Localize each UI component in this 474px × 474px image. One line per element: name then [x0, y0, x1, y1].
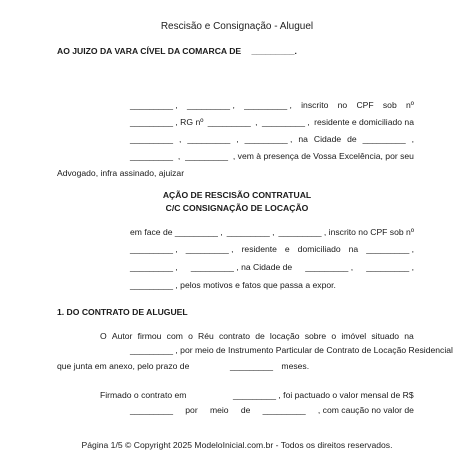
text-segment: _________ , na Cidade de: [190, 262, 293, 272]
text-segment: situado: [371, 331, 400, 341]
text-segment: contrato: [218, 331, 251, 341]
text-segment: ,: [236, 134, 239, 144]
text-segment: _________ ,: [244, 100, 292, 110]
text-segment: na: [404, 331, 414, 341]
text-segment: de: [255, 331, 265, 341]
text-segment: imóvel: [341, 331, 367, 341]
text-segment: , vem à presença de Vossa Excelência, por seu: [232, 151, 414, 161]
text-segment: CPF: [356, 100, 374, 110]
text-segment: _________ ,: [366, 262, 414, 272]
qualification-line-3: [130, 134, 414, 144]
duration-blank: [230, 361, 309, 371]
text-segment: _________ ,: [261, 117, 310, 127]
section-1-paragraph-2-line-1-start: Firmado o contrato em: [100, 390, 187, 400]
text-segment: que junta em anexo, pelo prazo de: [57, 361, 190, 371]
text-segment: de: [347, 134, 357, 144]
page-footer: Página 1/5 © Copyright 2025 ModeloInicial.com.br - Todos os direitos reservados.: [81, 440, 393, 450]
text-segment: de: [240, 405, 251, 415]
text-segment: _________ ,: [130, 244, 178, 254]
text-segment: _________: [362, 134, 406, 144]
section-1-title: 1. DO CONTRATO DE ALUGUEL: [57, 307, 188, 317]
text-segment: _________: [185, 151, 229, 161]
defendant-line-1: [130, 227, 414, 237]
text-segment: e: [284, 244, 290, 254]
section-1-paragraph-1-line-1: [100, 331, 414, 341]
text-segment: _________ ,: [187, 100, 235, 110]
text-segment: no: [337, 100, 348, 110]
section-1-paragraph-1-line-2: _________ , por meio de Instrumento Particular de Contrato de Locação Residencial: [130, 345, 453, 355]
text-segment: firmou: [137, 331, 162, 341]
text-segment: com: [166, 331, 183, 341]
text-segment: em face de _________ ,: [130, 227, 223, 237]
text-segment: _________ ,: [185, 244, 234, 254]
action-title-2: C/C CONSIGNAÇÃO DE LOCAÇÃO: [165, 203, 309, 213]
text-segment: _________ , inscrito no CPF sob nº: [278, 227, 414, 237]
qualification-line-1: [130, 100, 414, 110]
text-segment: _________ ,: [130, 100, 178, 110]
text-segment: meses.: [281, 361, 310, 371]
defendant-line-2: [130, 244, 414, 254]
qualification-line-2: [130, 117, 414, 127]
text-segment: _________ ,: [244, 134, 293, 144]
text-segment: _________ ,: [226, 227, 275, 237]
text-segment: Réu: [198, 331, 214, 341]
text-segment: _________: [207, 117, 251, 127]
text-segment: ,: [255, 117, 258, 127]
text-segment: o: [331, 331, 337, 341]
text-segment: ,: [178, 134, 182, 144]
text-segment: na: [298, 134, 308, 144]
text-segment: _________: [130, 134, 174, 144]
text-segment: _________: [130, 405, 174, 415]
text-segment: inscrito: [301, 100, 329, 110]
qualification-line-5: Advogado, infra assinado, ajuizar: [57, 168, 185, 178]
text-segment: residente e domiciliado na: [314, 117, 414, 127]
court-addressee-text: AO JUIZO DA VARA CÍVEL DA COMARCA DE: [57, 46, 242, 56]
text-segment: , com caução no valor de: [317, 405, 414, 415]
text-segment: meio: [209, 405, 229, 415]
text-segment: o: [188, 331, 193, 341]
text-segment: _________: [230, 361, 274, 371]
court-addressee: [57, 46, 297, 56]
text-segment: domiciliado: [297, 244, 341, 254]
text-segment: O: [100, 331, 107, 341]
section-1-paragraph-2-line-2: [130, 405, 414, 415]
text-segment: por: [185, 405, 198, 415]
action-title-1: AÇÃO DE RESCISÃO CONTRATUAL: [162, 190, 312, 200]
text-segment: locação: [269, 331, 300, 341]
text-segment: na: [348, 244, 359, 254]
text-segment: sob: [382, 100, 397, 110]
text-segment: _________ ,: [305, 262, 354, 272]
text-segment: _________ ,: [366, 244, 414, 254]
text-segment: Autor: [111, 331, 133, 341]
qualification-line-4: [130, 151, 414, 161]
text-segment: nº: [405, 100, 414, 110]
text-segment: ,: [177, 151, 181, 161]
section-1-paragraph-2-line-1-end: _________ , foi pactuado o valor mensal de R$: [233, 390, 414, 400]
text-segment: Cidade: [313, 134, 342, 144]
text-segment: _________ , RG nº: [130, 117, 204, 127]
section-1-paragraph-1-line-3: [57, 361, 189, 371]
text-segment: _________: [130, 151, 174, 161]
defendant-line-4: _________ , pelos motivos e fatos que passa a expor.: [130, 280, 336, 290]
text-segment: ,: [411, 134, 414, 144]
court-blank: _________.: [251, 46, 297, 56]
text-segment: _________: [187, 134, 231, 144]
document-header-title: Rescisão e Consignação - Aluguel: [160, 21, 314, 32]
text-segment: residente: [241, 244, 277, 254]
text-segment: sobre: [304, 331, 327, 341]
text-segment: _________ ,: [130, 262, 178, 272]
defendant-line-3: [130, 262, 414, 272]
text-segment: _________: [262, 405, 306, 415]
